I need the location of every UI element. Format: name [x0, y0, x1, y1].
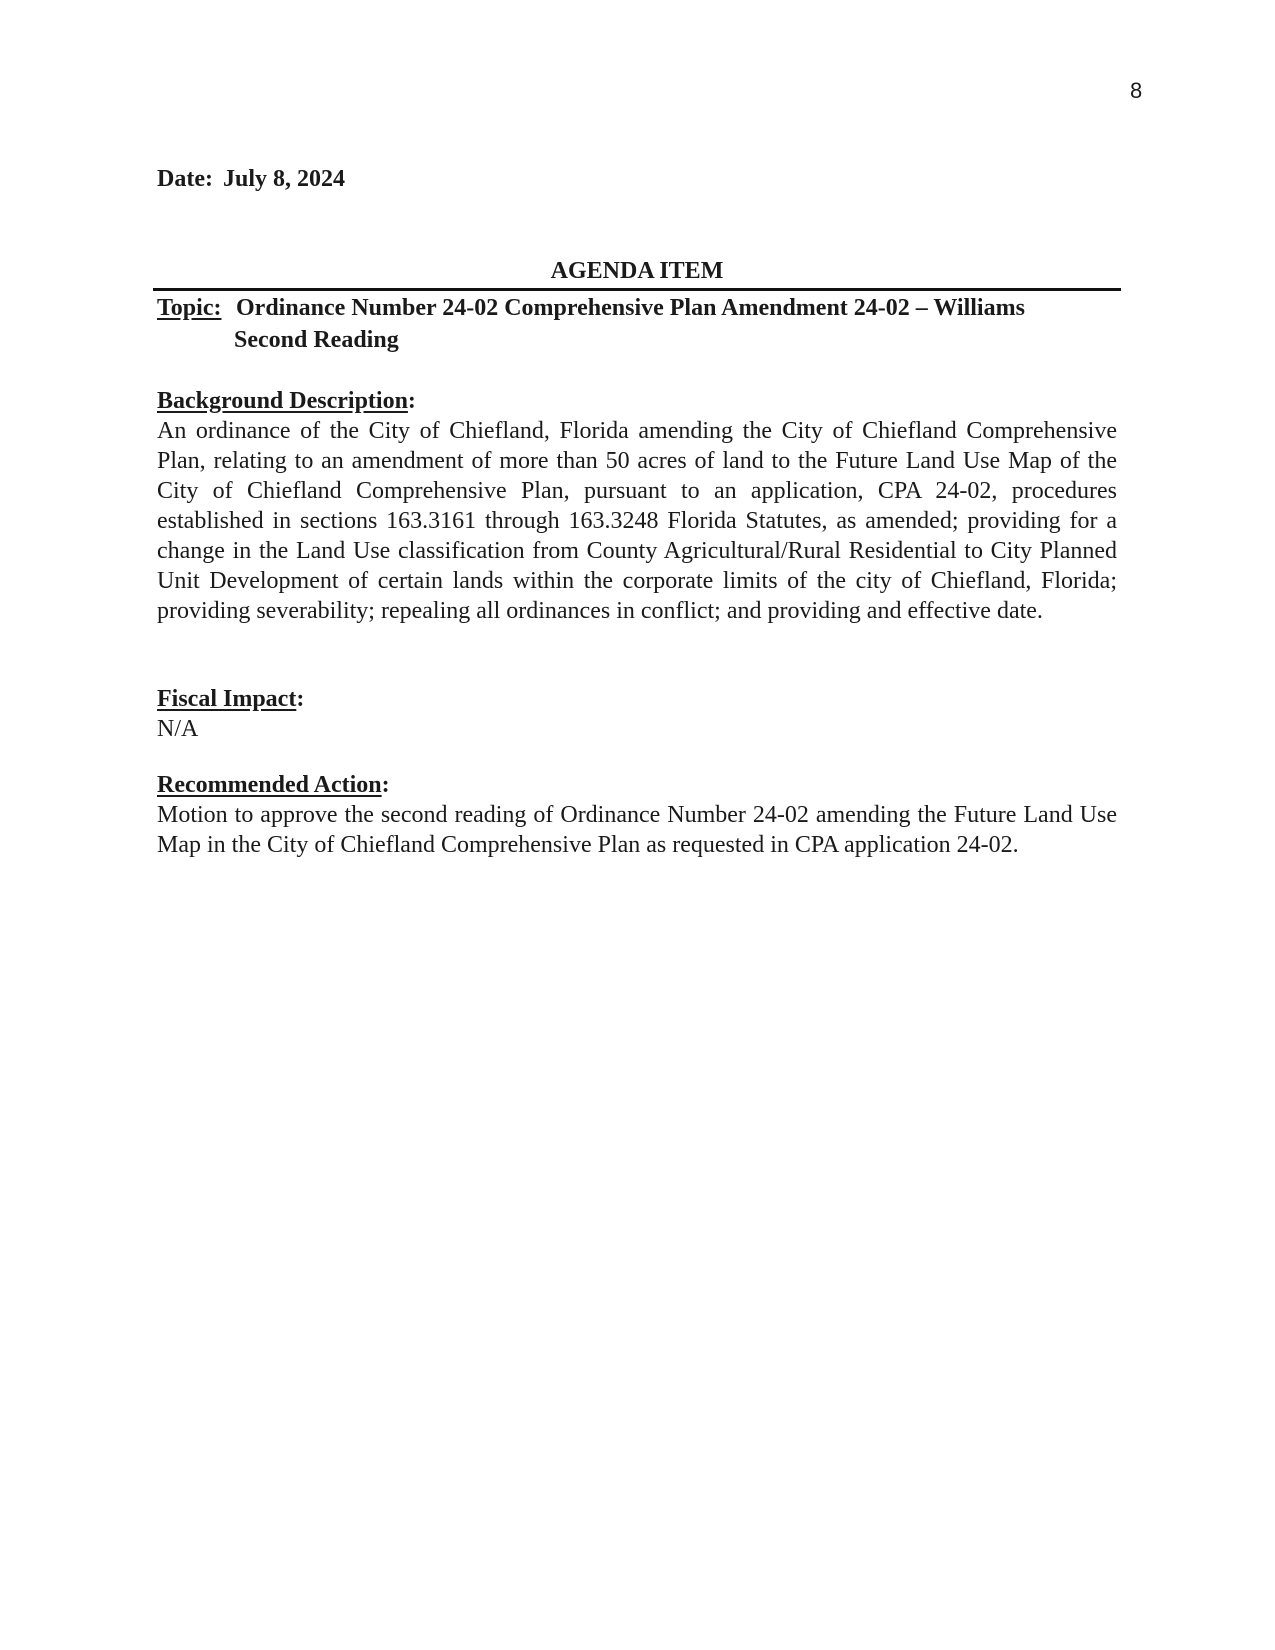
background-section [157, 386, 1117, 626]
fiscal-impact-text: N/A [157, 716, 199, 742]
recommended-action-text: Motion to approve the second reading of Ordinance Number 24-02 amending the Future Land Use Map in the City of Chiefland Comprehensive Plan as requested in CPA application 24-02. [157, 802, 1117, 858]
topic-line1: Ordinance Number 24-02 Comprehensive Plan Amendment 24-02 – Williams [236, 295, 1025, 321]
topic-label: Topic: [157, 295, 222, 321]
topic-block [157, 292, 1117, 356]
recommended-action-heading: Recommended Action [157, 772, 382, 798]
background-heading-row: Background Description: [157, 388, 416, 414]
fiscal-heading-row: Fiscal Impact: [157, 686, 305, 712]
heading-divider [153, 288, 1121, 291]
recommended-action-section [157, 770, 1117, 860]
fiscal-impact-section [157, 684, 1117, 744]
page-number: 8 [1130, 78, 1143, 103]
fiscal-impact-heading: Fiscal Impact [157, 686, 297, 712]
agenda-heading: AGENDA ITEM [550, 258, 724, 284]
date-label: Date: [157, 166, 213, 192]
background-heading: Background Description [157, 388, 408, 414]
recommended-heading-row: Recommended Action: [157, 772, 390, 798]
background-text: An ordinance of the City of Chiefland, Florida amending the City of Chiefland Comprehensive Plan, relating to an amendment of more than 50 acres of land to the Future Land Use Map of the City of Chiefland Comprehensive Plan, pursuant to an application, CPA 24-02, procedures established in sections 163.3161 through 163.3248 Florida Statutes, as amended; providing for a change in the Land Use classification from County Agricultural/Rural Residential to City Planned Unit Development of certain lands within the corporate limits of the city of Chiefland, Florida; providing severability; repealing all ordinances in conflict; and providing and effective date. [157, 418, 1117, 624]
date-value: July 8, 2024 [222, 166, 345, 192]
date-line [157, 166, 345, 193]
topic-line2: Second Reading [234, 327, 399, 353]
